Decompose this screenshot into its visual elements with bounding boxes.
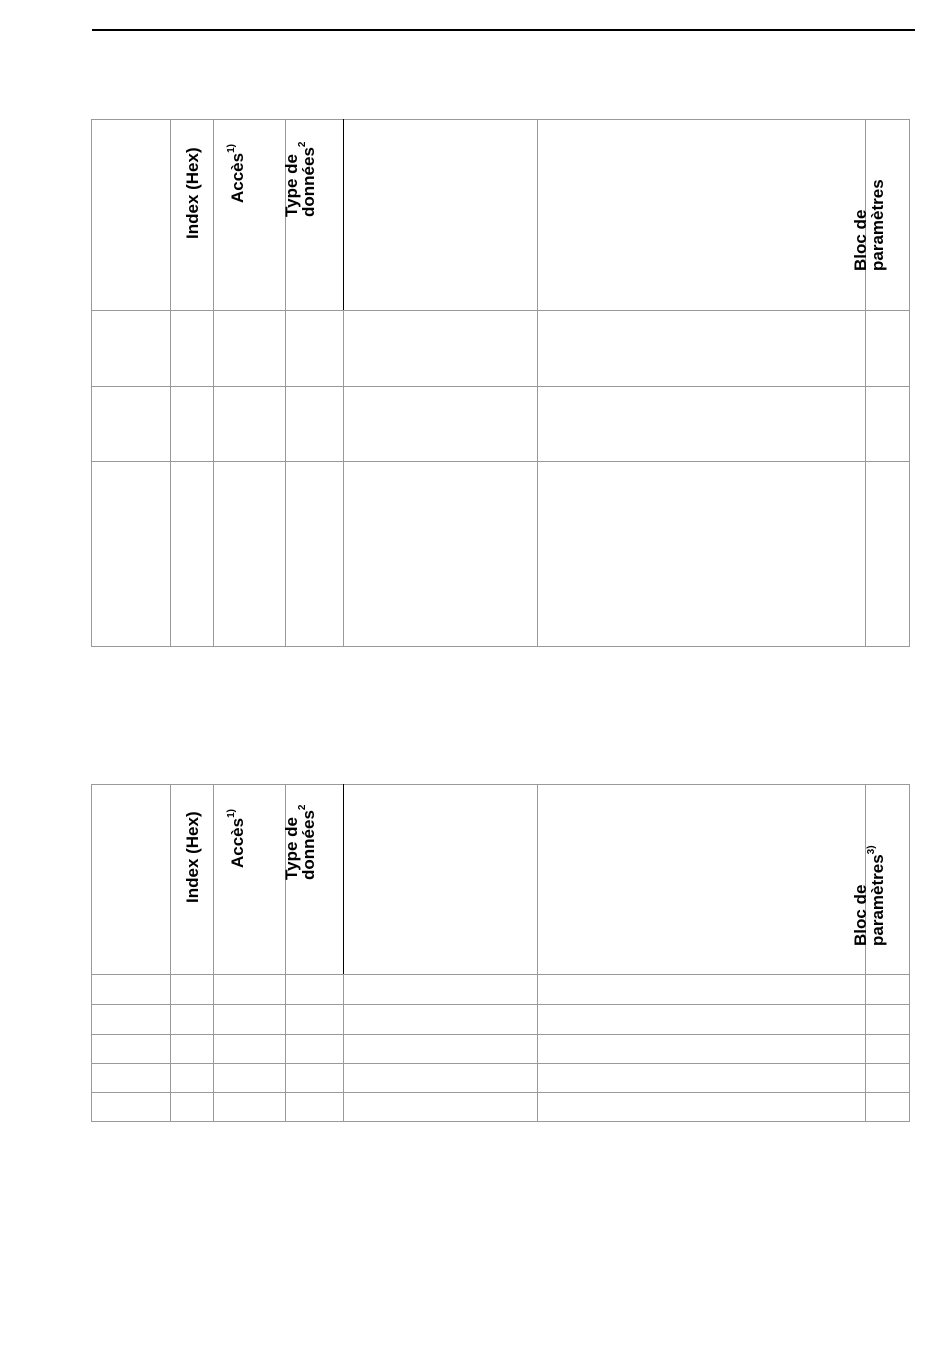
header-index: Index (Hex) xyxy=(183,811,202,903)
parameter-table-2 xyxy=(91,784,910,1122)
header-access: Accès$^{1)}$ xyxy=(226,808,247,868)
parameter-table-1 xyxy=(91,119,910,647)
header-parameter-block: Bloc de paramètres$^{3)}$ xyxy=(851,845,887,946)
header-data-type: Type de données$^2$ xyxy=(282,804,318,880)
header-data-type: Type de données$^2$ xyxy=(282,141,318,217)
header-access: Accès$^{1)}$ xyxy=(226,143,247,203)
header-index: Index (Hex) xyxy=(183,147,202,239)
header-rule xyxy=(92,29,915,31)
header-parameter-block: Bloc de paramètres xyxy=(851,179,887,271)
